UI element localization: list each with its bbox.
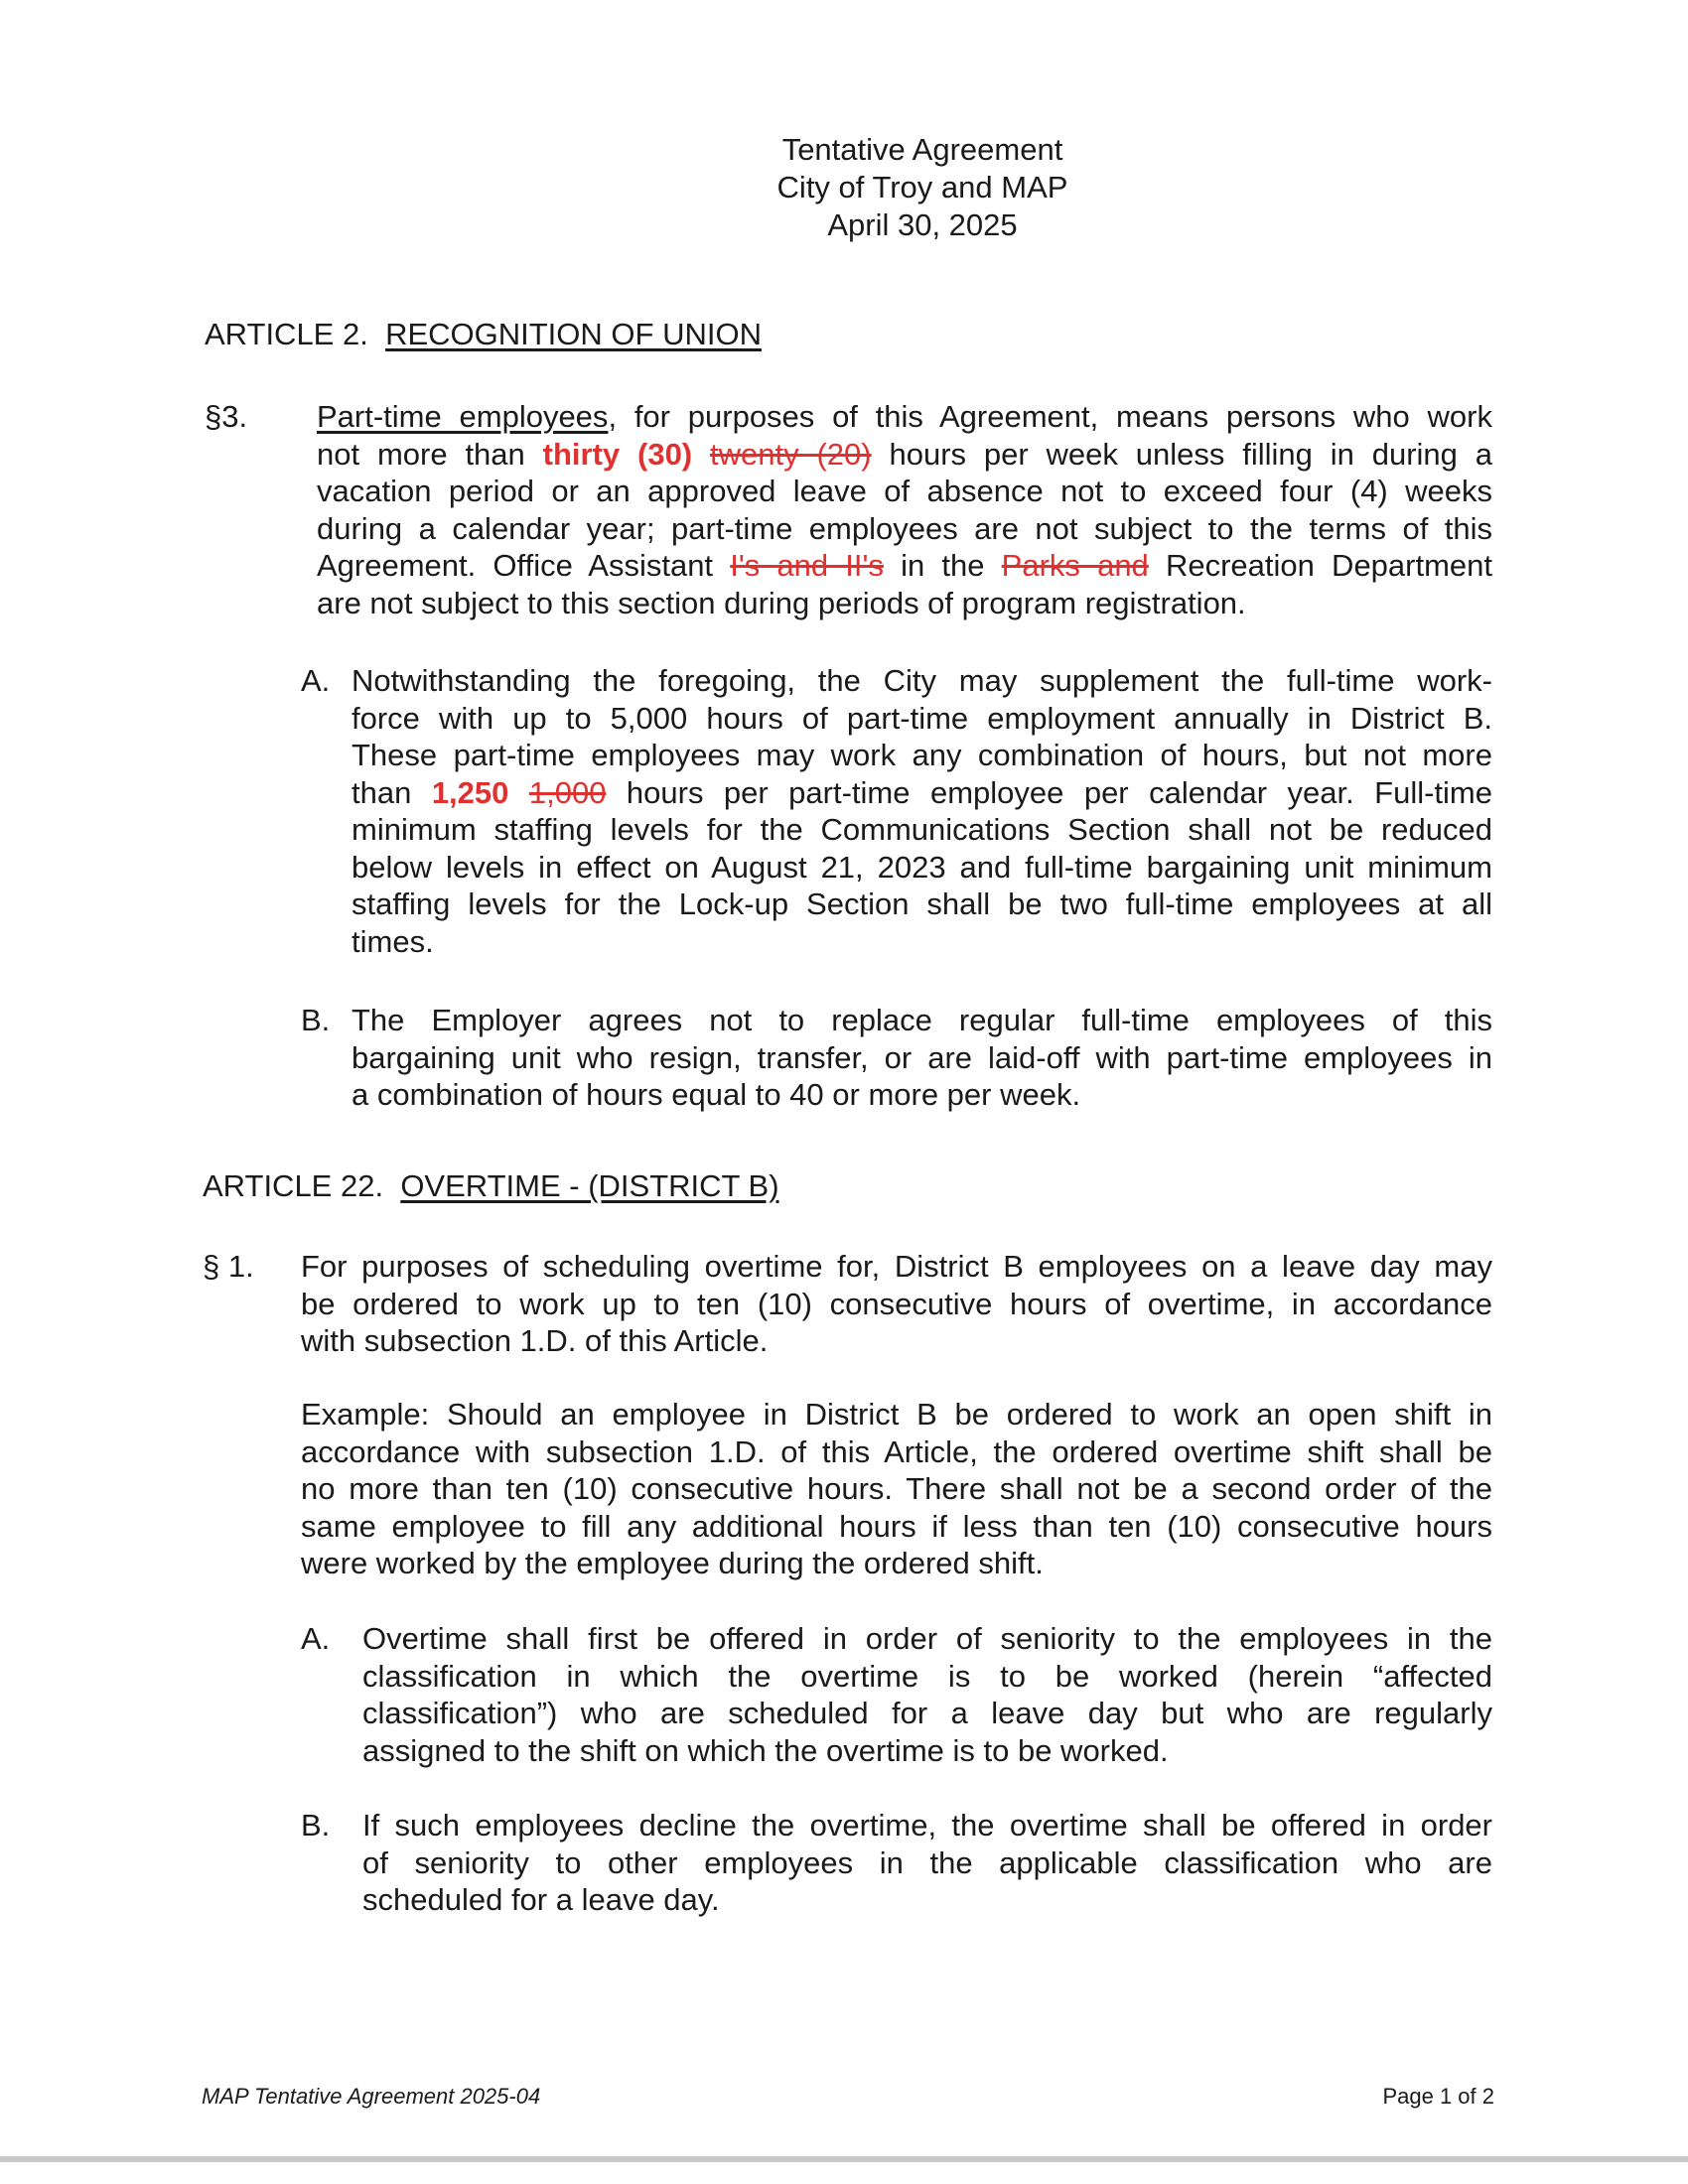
- para-line: If such employees decline the overtime, the overtime shall be offered in order: [362, 1808, 1492, 1843]
- subsection-b-letter: B.: [301, 1003, 331, 1037]
- deleted-text: Parks and: [1001, 548, 1149, 583]
- para-line: Overtime shall first be offered in order of seniority to the employees in the: [362, 1621, 1492, 1656]
- para-line: Agreement. Office Assistant I's and II's in the Parks and Recreation Department: [317, 548, 1493, 583]
- para-line: staffing levels for the Lock-up Section shall be two full-time employees at all: [352, 887, 1492, 921]
- para-line: Notwithstanding the foregoing, the City may supplement the full-time work-: [352, 663, 1492, 698]
- para-line: Part-time employees, for purposes of this Agreement, means persons who work: [317, 399, 1492, 434]
- para-line: a combination of hours equal to 40 or more per week.: [352, 1077, 1081, 1112]
- para-line: were worked by the employee during the ordered shift.: [301, 1546, 1044, 1580]
- para-line: not more than thirty (30) twenty (20) hours per week unless filling in during a: [317, 436, 1492, 472]
- defined-term: Part-time employees: [317, 399, 609, 434]
- para-line: vacation period or an approved leave of absence not to exceed four (4) weeks: [317, 474, 1492, 508]
- para-line: be ordered to work up to ten (10) consecutive hours of overtime, in accordance: [301, 1286, 1492, 1321]
- para-line: The Employer agrees not to replace regular full-time employees of this: [352, 1003, 1492, 1037]
- deleted-text: twenty (20): [710, 436, 872, 472]
- para-line: accordance with subsection 1.D. of this Article, the ordered overtime shift shall be: [301, 1433, 1492, 1469]
- inserted-text: thirty (30): [542, 436, 693, 472]
- article-2-prefix: ARTICLE 2.: [205, 317, 368, 351]
- para-line: assigned to the shift on which the overtime is to be worked.: [362, 1732, 1169, 1768]
- article-2-heading: [205, 316, 762, 353]
- para-line: These part-time employees may work any combination of hours, but not more: [352, 738, 1492, 772]
- article-22-prefix: ARTICLE 22.: [203, 1168, 384, 1203]
- subsection-a-paragraph: [352, 662, 1492, 960]
- inserted-text: 1,250: [431, 774, 509, 810]
- subsection-b-letter: B.: [301, 1808, 331, 1843]
- section-1-paragraph: [301, 1248, 1492, 1360]
- para-line: during a calendar year; part-time employees are not subject to the terms of this: [317, 510, 1492, 546]
- header-title: Tentative Agreement: [781, 132, 1063, 167]
- example-paragraph: [301, 1396, 1492, 1582]
- para-line: bargaining unit who resign, transfer, or are laid-off with part-time employees in: [352, 1039, 1492, 1075]
- footer-document-id: MAP Tentative Agreement 2025-04: [202, 2084, 541, 2109]
- article-22-heading: [203, 1167, 779, 1205]
- para-line: Example: Should an employee in District B be ordered to work an open shift in: [301, 1397, 1492, 1432]
- scan-edge: [0, 2156, 1688, 2162]
- para-line: times.: [352, 923, 434, 959]
- header-date: April 30, 2025: [827, 207, 1018, 242]
- para-line: no more than ten (10) consecutive hours. There shall not be a second order of the: [301, 1471, 1492, 1506]
- document-header: [0, 131, 1688, 244]
- para-line: minimum staffing levels for the Communications Section shall not be reduced: [352, 812, 1492, 847]
- para-line: same employee to fill any additional hours if less than ten (10) consecutive hours: [301, 1508, 1492, 1544]
- para-line: of seniority to other employees in the applicable classification who are: [362, 1844, 1492, 1880]
- para-line: below levels in effect on August 21, 2023 and full-time bargaining unit minimum: [352, 849, 1492, 885]
- section-1-number: § 1.: [203, 1249, 254, 1284]
- footer-page-number: Page 1 of 2: [1382, 2084, 1494, 2109]
- subsection-a-letter: A.: [301, 663, 331, 698]
- para-line: force with up to 5,000 hours of part-time employment annually in District B.: [352, 700, 1492, 736]
- subsection-a-letter: A.: [301, 1621, 331, 1656]
- article-22-title: OVERTIME - (DISTRICT B): [400, 1168, 779, 1203]
- section-3-paragraph: [317, 398, 1492, 621]
- para-line: For purposes of scheduling overtime for, District B employees on a leave day may: [301, 1249, 1492, 1284]
- para-line: classification”) who are scheduled for a leave day but who are regularly: [362, 1696, 1492, 1730]
- deleted-text: 1,000: [528, 774, 607, 810]
- subsection-b-paragraph: [352, 1002, 1492, 1114]
- para-line: classification in which the overtime is to be worked (herein “affected: [362, 1658, 1492, 1694]
- para-line: with subsection 1.D. of this Article.: [301, 1323, 769, 1358]
- article-2-title: RECOGNITION OF UNION: [385, 317, 762, 351]
- para-line: are not subject to this section during periods of program registration.: [317, 585, 1246, 620]
- subsection-b-paragraph: [362, 1807, 1492, 1919]
- deleted-text: I's and II's: [730, 548, 884, 583]
- para-line: scheduled for a leave day.: [362, 1882, 720, 1917]
- section-3-number: §3.: [205, 399, 248, 434]
- para-line: than 1,250 1,000 hours per part-time employee per calendar year. Full-time: [352, 774, 1492, 810]
- header-parties: City of Troy and MAP: [776, 170, 1068, 205]
- subsection-a-paragraph: [362, 1620, 1492, 1769]
